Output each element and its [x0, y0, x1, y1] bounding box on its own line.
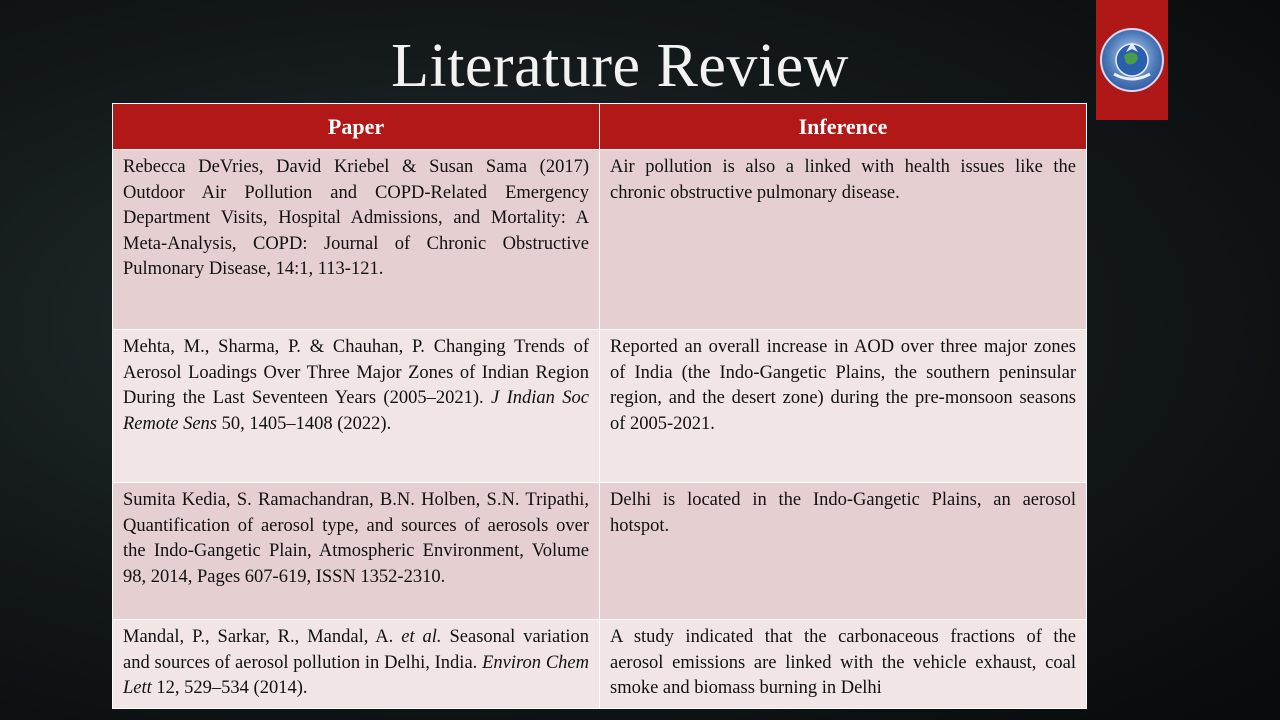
- logo-badge: [1096, 0, 1168, 120]
- paper-cell: [113, 620, 600, 709]
- table-row: [113, 483, 1087, 620]
- inference-cell: A study indicated that the carbonaceous fractions of the aerosol emissions are linked with the vehicle exhaust, coal smoke and biomass burning in Delhi: [600, 620, 1087, 709]
- citation-text: Mandal, P., Sarkar, R., Mandal, A.: [123, 627, 402, 647]
- inference-cell: Delhi is located in the Indo-Gangetic Plains, an aerosol hotspot.: [600, 483, 1087, 620]
- table-row: [113, 150, 1087, 330]
- table-row: [113, 620, 1087, 709]
- journal-name: J Indian Soc Remote Sens: [123, 388, 589, 434]
- slide-title: Literature Review: [391, 32, 849, 100]
- inference-cell: Air pollution is also a linked with health issues like the chronic obstructive pulmonary disease.: [600, 150, 1087, 330]
- header-inference: Inference: [600, 104, 1087, 150]
- citation-text: 12, 529–534 (2014).: [151, 678, 308, 698]
- et-al-text: et al.: [401, 627, 442, 647]
- citation-text: 50, 1405–1408 (2022).: [217, 413, 392, 434]
- inference-cell: Reported an overall increase in AOD over three major zones of India (the Indo-Gangetic Plains, the southern peninsular region, and the desert zone) during the pre-monsoon seasons of 2005-2021.: [600, 330, 1087, 483]
- paper-cell: [113, 330, 600, 483]
- paper-cell: Sumita Kedia, S. Ramachandran, B.N. Holben, S.N. Tripathi, Quantification of aerosol type, and sources of aerosols over the Indo-Gangetic Plain, Atmospheric Environment, Volume 98, 2014, Pages 607-619, ISSN 1352-2310.: [113, 483, 600, 620]
- table-header-row: [113, 104, 1087, 150]
- paper-cell: Rebecca DeVries, David Kriebel & Susan Sama (2017) Outdoor Air Pollution and COPD-Related Emergency Department Visits, Hospital Admissions, and Mortality: A Meta-Analysis, COPD: Journal of Chronic Obstructive Pulmonary Disease, 14:1, 113-121.: [113, 150, 600, 330]
- header-paper: Paper: [113, 104, 600, 150]
- table-row: [113, 330, 1087, 483]
- journal-name: Environ Chem Lett: [123, 652, 589, 698]
- institution-emblem-logo-icon: [1100, 28, 1164, 92]
- citation-text: Seasonal variation and sources of aerosol pollution in Delhi, India.: [123, 627, 589, 673]
- citation-text: Mehta, M., Sharma, P. & Chauhan, P. Changing Trends of Aerosol Loadings Over Three Major Zones of Indian Region During the Last Seventeen Years (2005–2021).: [123, 337, 589, 408]
- literature-table: [112, 103, 1087, 709]
